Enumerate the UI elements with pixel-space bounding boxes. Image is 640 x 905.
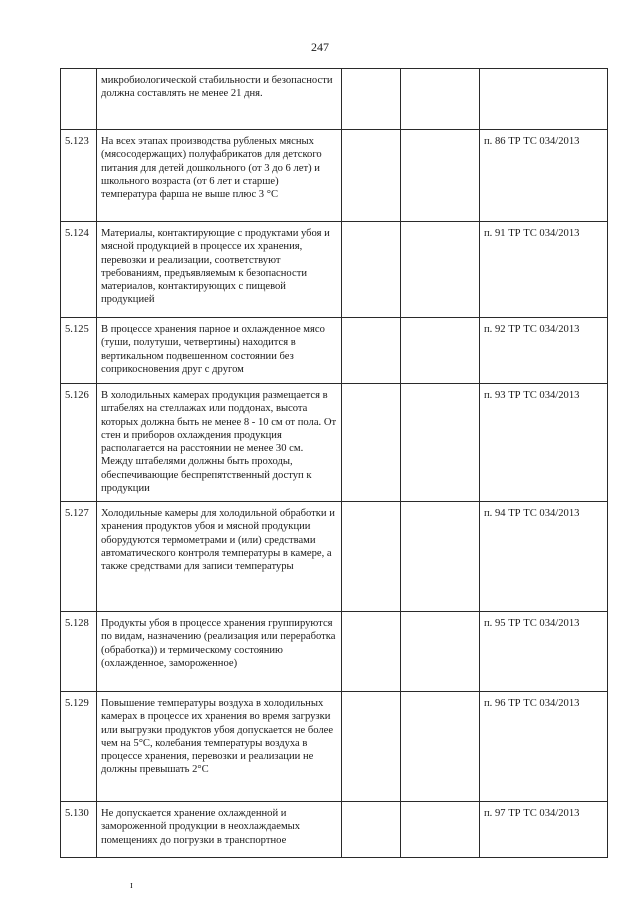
- empty-cell: [401, 222, 480, 318]
- row-number: 5.128: [61, 612, 97, 692]
- requirement-text: Продукты убоя в процессе хранения группируются по видам, назначению (реализация или переработка (обработка)) и термическому состоянию (охлажденное, замороженное): [97, 612, 342, 692]
- table-row: [61, 502, 608, 612]
- row-number: [61, 69, 97, 130]
- empty-cell: [342, 222, 401, 318]
- requirement-text: микробиологической стабильности и безопасности должна составлять не менее 21 дня.: [97, 69, 342, 130]
- empty-cell: [342, 384, 401, 502]
- requirement-text: На всех этапах производства рубленых мясных (мясосодержащих) полуфабрикатов для детского питания для детей дошкольного (от 3 до 6 лет) и школьного возраста (от 6 лет и старше) температура фарша не выше плюс 3 °С: [97, 130, 342, 222]
- table-row: [61, 692, 608, 802]
- empty-cell: [342, 692, 401, 802]
- requirement-text: Материалы, контактирующие с продуктами убоя и мясной продукцией в процессе их хранения, перевозки и реализации, соответствуют требованиям, предъявляемым к безопасности материалов, контактирующих с пищевой продукцией: [97, 222, 342, 318]
- table-row: [61, 612, 608, 692]
- empty-cell: [401, 384, 480, 502]
- legal-reference: п. 93 ТР ТС 034/2013: [480, 384, 608, 502]
- empty-cell: [342, 69, 401, 130]
- empty-cell: [342, 130, 401, 222]
- legal-reference: [480, 69, 608, 130]
- empty-cell: [401, 502, 480, 612]
- row-number: 5.129: [61, 692, 97, 802]
- table-row: [61, 69, 608, 130]
- row-number: 5.127: [61, 502, 97, 612]
- row-number: 5.126: [61, 384, 97, 502]
- legal-reference: п. 91 ТР ТС 034/2013: [480, 222, 608, 318]
- table-row: [61, 130, 608, 222]
- legal-reference: п. 96 ТР ТС 034/2013: [480, 692, 608, 802]
- stray-mark: ɪ: [130, 880, 133, 891]
- requirement-text: Не допускается хранение охлажденной и замороженной продукции в неохлаждаемых помещениях до погрузки в транспортное: [97, 802, 342, 858]
- legal-reference: п. 86 ТР ТС 034/2013: [480, 130, 608, 222]
- row-number: 5.125: [61, 318, 97, 384]
- row-number: 5.130: [61, 802, 97, 858]
- requirement-text: В процессе хранения парное и охлажденное мясо (туши, полутуши, четвертины) находится в вертикальном подвешенном состоянии без соприкосновения друг с другом: [97, 318, 342, 384]
- empty-cell: [401, 318, 480, 384]
- page-number: 247: [311, 40, 329, 54]
- requirement-text: Холодильные камеры для холодильной обработки и хранения продуктов убоя и мясной продукции оборудуются термометрами и (или) средствами автоматического контроля температуры в камере, а также средствами для записи температуры: [97, 502, 342, 612]
- empty-cell: [401, 612, 480, 692]
- legal-reference: п. 92 ТР ТС 034/2013: [480, 318, 608, 384]
- table-row: [61, 384, 608, 502]
- legal-reference: п. 94 ТР ТС 034/2013: [480, 502, 608, 612]
- legal-reference: п. 95 ТР ТС 034/2013: [480, 612, 608, 692]
- legal-reference: п. 97 ТР ТС 034/2013: [480, 802, 608, 858]
- empty-cell: [401, 802, 480, 858]
- requirements-table: [60, 68, 608, 858]
- empty-cell: [342, 802, 401, 858]
- empty-cell: [401, 130, 480, 222]
- empty-cell: [401, 69, 480, 130]
- row-number: 5.124: [61, 222, 97, 318]
- table-row: [61, 222, 608, 318]
- empty-cell: [342, 502, 401, 612]
- requirement-text: Повышение температуры воздуха в холодильных камерах в процессе их хранения во время загрузки или выгрузки продуктов убоя допускается не более чем на 5°С, колебания температуры воздуха в процессе хранения, перевозки и реализации не должны превышать 2°С: [97, 692, 342, 802]
- requirement-text: В холодильных камерах продукция размещается в штабелях на стеллажах или поддонах, высота которых должна быть не менее 8 - 10 см от пола. От стен и приборов охлаждения продукция располагается на расстоянии не менее 30 см. Между штабелями должны быть проходы, обеспечивающие беспрепятственный доступ к продукции: [97, 384, 342, 502]
- empty-cell: [342, 612, 401, 692]
- empty-cell: [401, 692, 480, 802]
- row-number: 5.123: [61, 130, 97, 222]
- table-row: [61, 318, 608, 384]
- table-row: [61, 802, 608, 858]
- empty-cell: [342, 318, 401, 384]
